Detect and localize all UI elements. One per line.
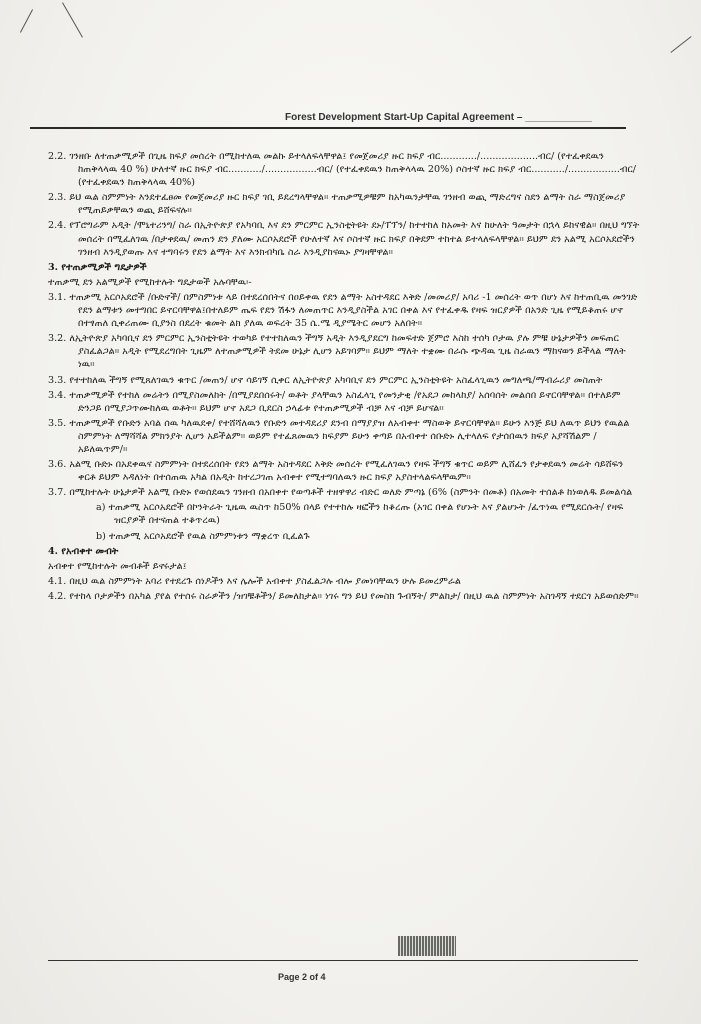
paragraph: ተጠቃሚ ደን አልሚዎች የሚከተሉት ግዴታወች አሉባቸዉ፡- <box>48 276 252 288</box>
document-body <box>40 150 640 605</box>
paragraph: 3.3. የተተከለዉ ችግኝ የሚጸለገዉን ቁጥር /መጠን/ ሆኖ ሳይገኝ ሲቀር ለኢትዮጵያ አካባቢና ደን ምርምር ኢንስቲትዩት አስፈላጊዉን መግለጫ/ማብራሪያ መስጠት <box>48 374 603 386</box>
page-number: Page 2 of 4 <box>278 972 326 982</box>
section-heading: 3. የተጠቃሚዎች ግዴታዎች <box>48 261 147 273</box>
footer-rule <box>48 960 638 961</box>
header-rule <box>30 127 626 129</box>
list-item: a) ተጠቃሚ አርሶአደሮች በኮንትራት ጊዜዉ ዉስጥ ከ50% በላይ የተተከሉ ዛፎችን ከቆረጡ (አገር በቀል የሆኑት እና ያልሆኑት /ፈጥነዉ የሚደርሱት/ የዛፍ ዝርያዎች በተናጠል ተቆጥረዉ) <box>96 502 624 527</box>
paragraph: አብቀተ የሚከተሉት መብቶች ይኖሩታል፤ <box>48 560 187 572</box>
stamp-mark <box>398 936 456 956</box>
scan-mark <box>20 9 33 32</box>
scan-mark <box>670 36 691 53</box>
paragraph: 4.1. በዚህ ዉል ስምምነት አባሪ የተደረጉ ሰነዶችን እና ሌሎች አብቀተ ያስፈልጋሉ ብሎ ያመነባቸዉን ሁሉ ይመረምራል <box>48 575 461 587</box>
paragraph: 3.6. አልሚ ቡድኑ በአደቀዉና ስምምነት በተደረሰበት የደን ልማት አስተዳደር እቅድ መሰረት የሚፈለገዉን የዛፍ ችግኝ ቁጥር ወይም ሊሸፈን የታቀደዉን መሬት ሳይሸፍን ቀርቶ ይህም እዳለነት በተሰጠዉ አካል በአዲት ከተረጋገጠ አብቀተ የሚተግባለዉን ዙር ክፍያ አያስተላልፍላቸዉም። <box>48 459 624 484</box>
scan-mark <box>62 2 83 37</box>
section-heading: 4. የአብቀተ መብት <box>48 545 119 557</box>
list-item: b) ተጠቃሚ አርሶአደሮች የዉል ስምምነቱን ማቋረጥ ቢፈልጉ <box>96 530 310 542</box>
paragraph: 3.7. በሚከተሉት ሁኔታዎች አልሚ ቡድኑ የወሰደዉን ገንዘብ በአበቀተ የወጣቶች ተዘዋዋሪ ብድር ወለድ ምጣኔ (6% (ስምንት በመቶ) በአመት ተሰልቶ ከነወለዱ ይመልሳል <box>48 487 633 499</box>
paragraph: 4.2. የተከላ ቦታዎችን በአካል ያየል የተሰሩ ስራዎችን /ዝገቹቶችን/ ይመለከታል። ነገሩ ግን ይህ የመስክ ጉብኝት/ ምልከታ/ በዚህ ዉል ስምምነት አስገዳኝ ተደርጎ አይወሰድም። <box>48 590 639 602</box>
paragraph: 2.2. ገንዘቡ ለተጠቃሚዎች በጊዜ ክፍያ መሰረት በሚከተለዉ መልኩ ይተላለፍላቸዋል፤ የመጀመሪያ ዙር ክፍያ ብር............/...................ብር/ (የተፈቀደዉን ከጠቅላላዉ 40 %) ሁለተኛ ዙር ክፍያ ብር.........../.................ብር/ (የተፈቀደዉን ከጠቅላላዉ 20%) ሶስተኛ ዙር ክፍያ ብር.........../.................ብር/ (የተፈቀደዉን ከጠቅላላዉ 40%) <box>48 151 637 189</box>
paragraph: 2.4. የፕሮግራም አዲት /ሞኒተሪንግ/ ስራ በኢትዮጵያ የአካባቢ እና ደን ምርምር ኢንስቲትዩት ደኑ/ፐፕን/ ከተተከለ ከአመት እና ከሁለት ዓመታት በኋላ ይከናዊል። በዚህ ግኘት መሰረት በሚፈለገዉ /በታቀደዉ/ መጠን ደን ያለሙ አርሶአደሮች የሁለተኛ እና ሶስተኛ ዙር ክፍያ በቅደም ተከተል ይተላለፍላቸዋል። ይህም ደን አልሚ አርሶአደሮችን ገንዘብ እንዲያወጡ እና ተግባሩን የደን ልማት እና እንክብካቤ ስራ እንዲያከናዉኑ ያግዛቸዋል። <box>48 220 640 258</box>
paragraph: 2.3. ይህ ዉል ስምምነት እንደተፈፀመ የመጀመሪያ ዙር ክፍያ ገቢ ይደረግላቸዋል። ተጠቃሚዎቹም ከአካዉንታቸዉ ገንዘብ ወጪ ማድረግና ስደን ልማት ስራ ማስጀመሪያ የሚጠይቃቸዉን ወጪ ይሸፍናሉ። <box>48 192 626 217</box>
paragraph: 3.4. ተጠቃሚዎች የተከለ መሬትን በሚያስመለከት /በሚያደበሰሩት/ ወቶት ያላቸዉን አስፈላጊ የመንታቂ /የአደጋ መከላከያ/ አሰባሰት መልሰበ ይኖርባቸዋል። በተለይም ድንጋይ በሚያጋጥሙከለዉ ወቶት። ይህም ሆኖ አደጋ ቢደርስ ኃላፊቱ የተጠቃሚዎች ብቻ እና ብቻ ይሆናል። <box>48 389 621 414</box>
paragraph: 3.1. ተጠቃሚ አርሶአደሮች /ቡድኖች/ በምስምነቱ ላይ በተደረሰበትና በዐይቀዉ የደን ልማት አስተዳደር እቅድ /መመሪያ/ አባሪ -1 መሰረት ወጥ በሆነ እና ከተጠቢዉ መንገድ የደን ልማቱን መተግበር ይኖርባቸዋል፤በተለይም ጤፍ የደን ሽፋን ለመጠጥር እንዲያስችል አገር በቀል እና የተፈቀዱ የዛፍ ዝርያዎች በአንድ ጊዜ የሚይቆጠሩ ሆኖ በተፃጠለ ሲቀሪጠሙ ቢያንስ በደረት ቁመት ልክ ያለዉ ወፍረት 35 ሴ.ሜ ዲያሜትር መሆን አለበት። <box>48 291 638 330</box>
paragraph: 3.5. ተጠቃሚዎች የቡድን አባል ሰዉ ካለዉደቀ/ የተሸሻለዉን የቡድን መተዳደሪያ ደንብ በማያያዝ ለአብቀተ ማስወቅ ይኖርባቸዋል። ይሁን እንጅ ይህ ለዉጥ ይህን የዉልል ስምምነት ለማሻሻል ምክንያት ሊሆን አይችልም። ወይም የተፈጸመዉን ክፍያም ይሁን ቀጣይ በአብቀተ ሰቡድኑ ሊተላለፍ የታሰበዉን ክፍያ አያሻሽልም /አይለዉጥም/። <box>48 417 630 455</box>
paragraph: 3.2. ለኢትዮጵያ አካባቢና ደን ምርምር ኢንስቲትዩት ተወካይ የተተከለዉን ችግኝ አዲት እንዲያደርግ ከመፍተድ ጀምሮ እስከ ተሰካ ቦታዉ ያሉ ምቹ ሁኔታዎችን መፍጠር ያስፈልጋል። አዲት የሚደረግበት ጊዜም ለተጠቃሚዎች ትደመ ሁኔታ ሊሆን አይገባም። ይህም ማለት ተቋሙ በራሱ ጭዳዉ ጊዜ ስራዉን ማከናወን ይችላል ማለት ነዉ። <box>48 333 626 371</box>
page-header: Forest Development Start-Up Capital Agreement – ____________ <box>285 112 592 123</box>
